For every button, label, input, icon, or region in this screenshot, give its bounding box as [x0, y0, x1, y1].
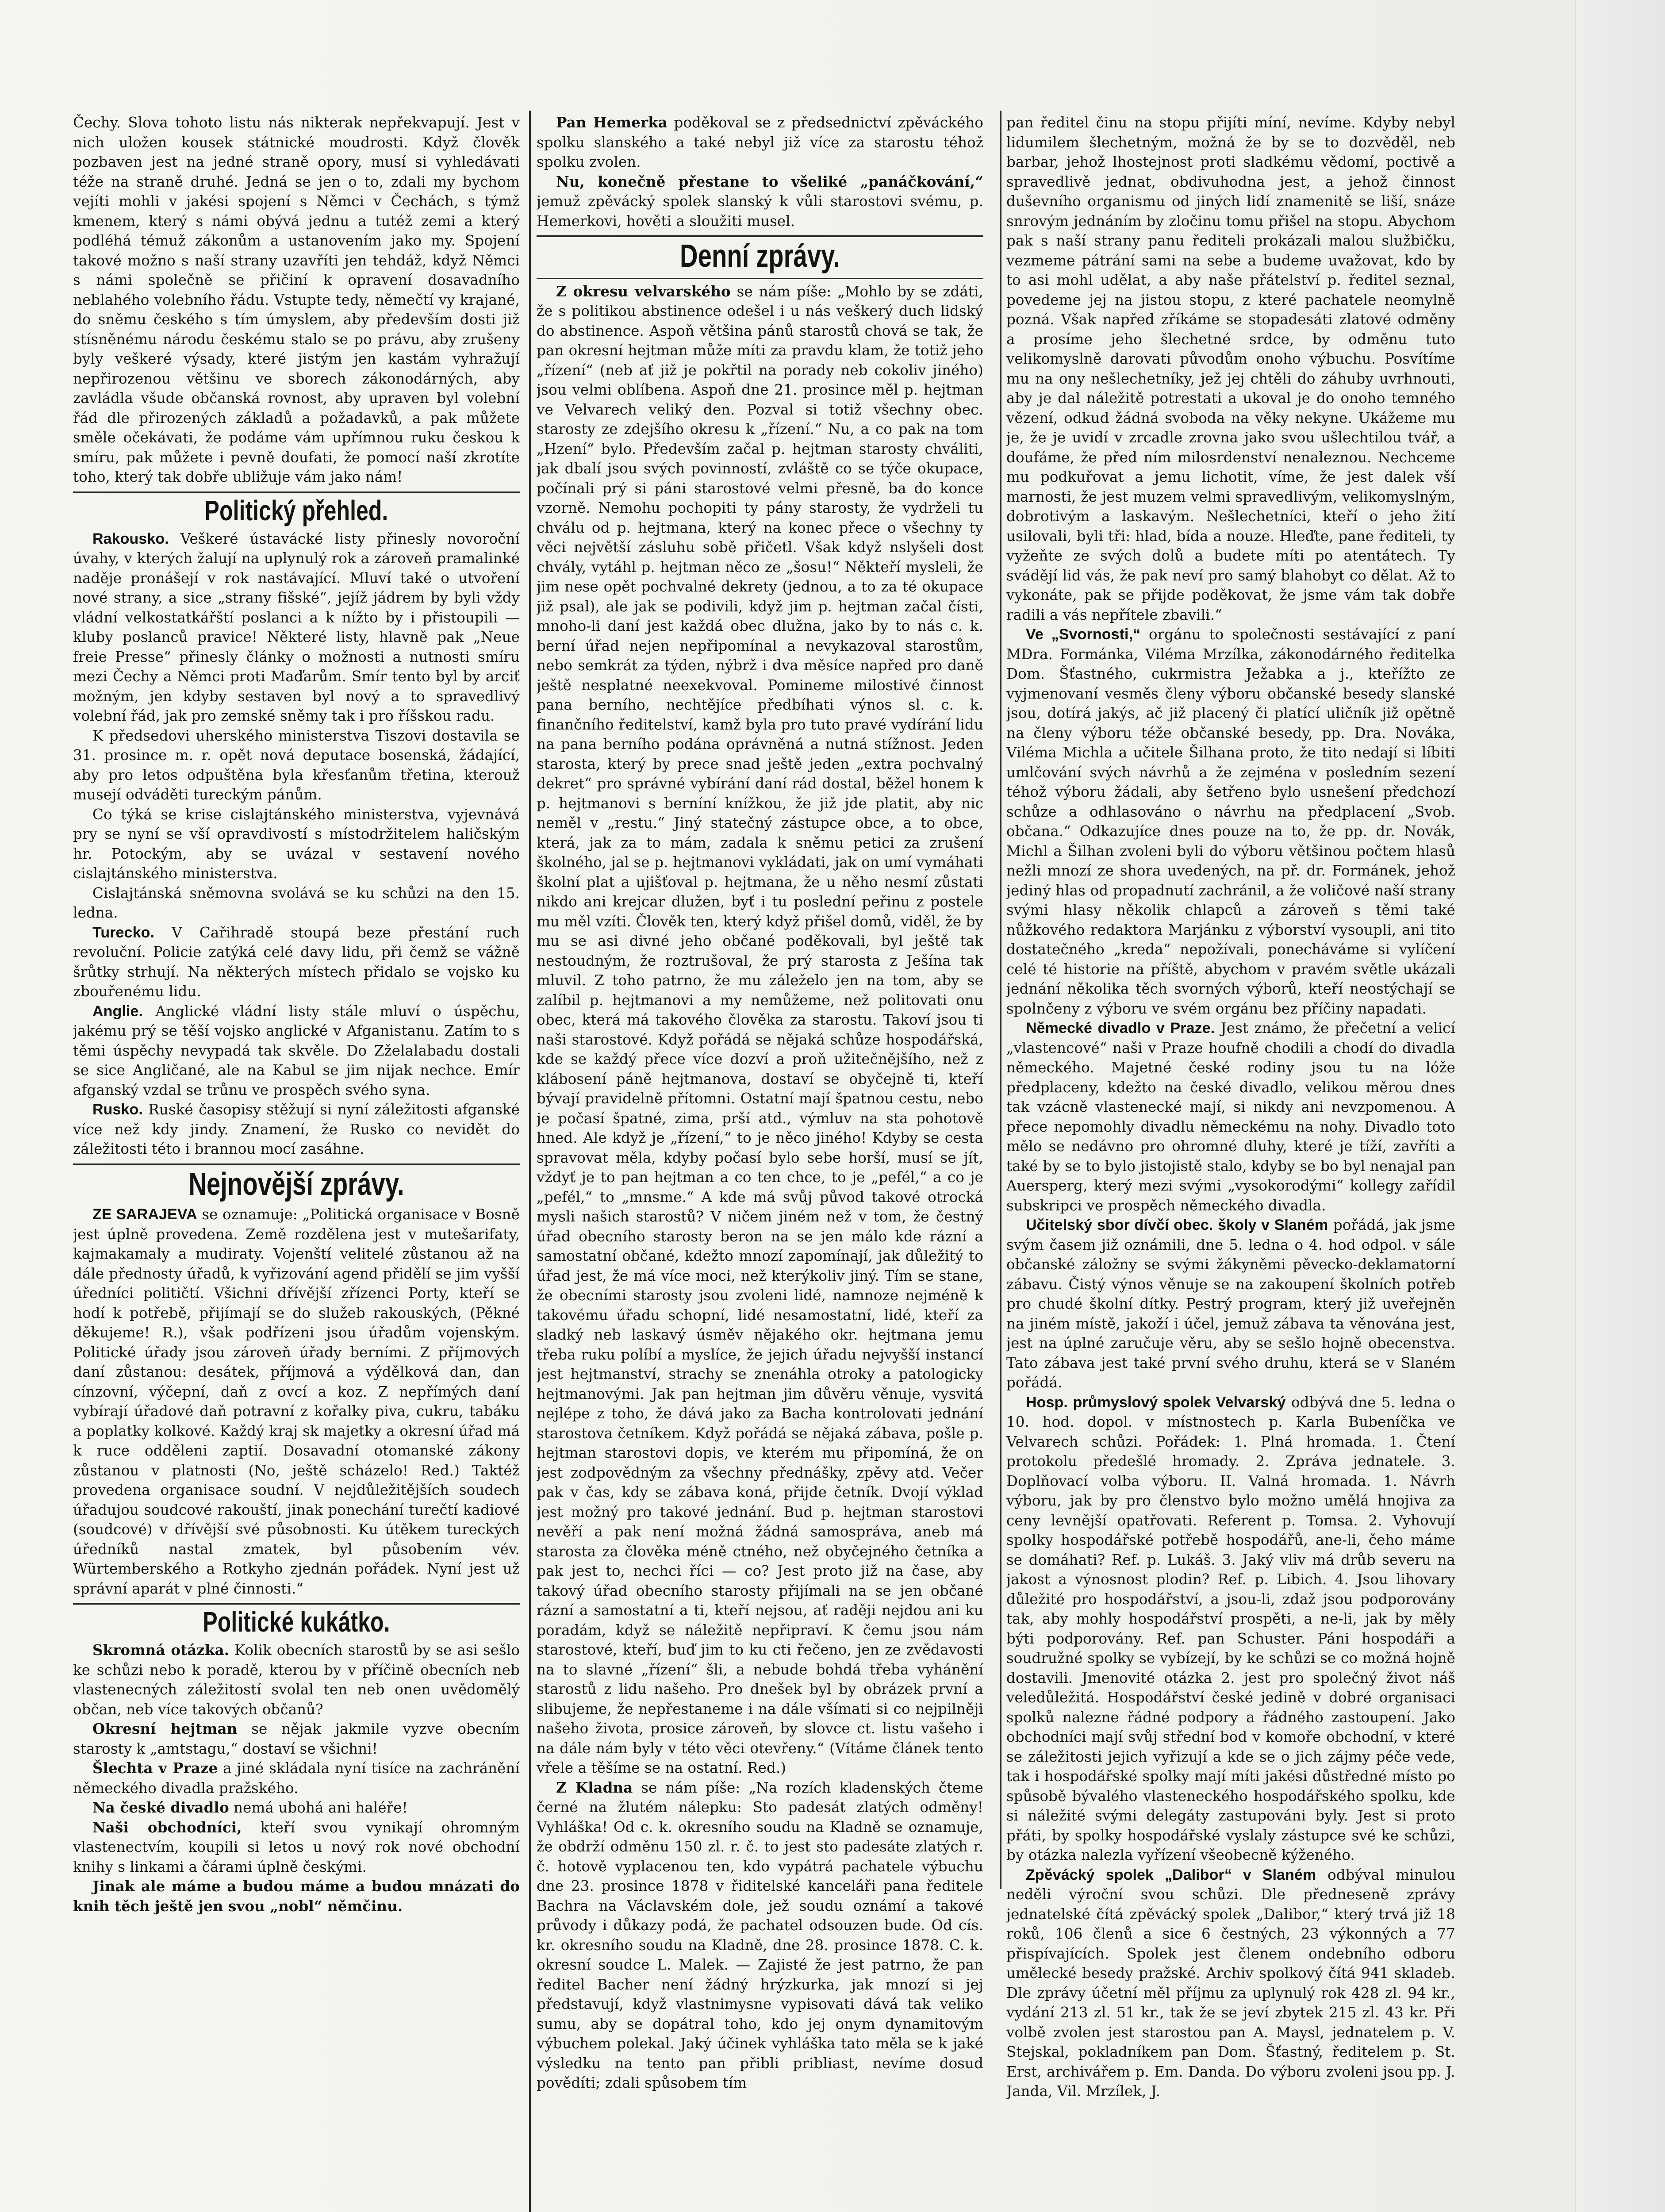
section-heading: Denní zprávy.	[679, 238, 840, 274]
news-item: Nu, konečně přestane to všeliké „panáčkování,“ jemuž zpěvácký spolek slanský k vůli starostovi svému, p. Hemerkovi, hověti a sloužiti musel.	[537, 173, 983, 230]
item-lead: Turecko.	[92, 924, 154, 941]
section-rule	[73, 1164, 520, 1165]
item-lead: ZE SARAJEVA	[92, 1206, 197, 1223]
column-rule	[529, 111, 531, 2212]
column-right	[1006, 113, 1455, 2212]
page-margin	[1575, 0, 1665, 2212]
section-rule	[537, 235, 983, 237]
item-lead: Hosp. průmyslový spolek Velvarský	[1026, 1394, 1286, 1411]
news-item: Německé divadlo v Praze. Jest známo, že přečetní a velicí „vlastencové“ naši v Praze houfně chodili a chodí do divadla německého. Majetné české rodiny jsou tu na lóže předplaceny, kdežto na české divadlo, velikou měrou dnes tak vzácně vlastenecké mají, si nikdy ani nevzpomenou. A přece nepomohly divadlu německému na nohy. Divadlo toto mělo se nedávno pro ohromné dluhy, které je tíží, zavříti a také by se to bylo jistojistě stalo, kdyby se bo byl nenajal pan Auersperg, který mezi svými „vysokorodými“ kollegy zařídil subskripci ve prospěch německého divadla.	[1006, 1020, 1455, 1214]
news-item: Rusko. Ruské časopisy stěžují si nyní záležitosti afganské více než kdy jindy. Znamení, že Rusko co nevidět do záležitosti této i brannou mocí zasáhne.	[73, 1101, 520, 1158]
news-item: K předsedovi uherského ministerstva Tiszovi dostavila se 31. prosince m. r. opět nová deputace bosenská, žádající, aby pro letos odpuštěna byla křesťanům třetina, kterouž musejí odváděti tureckým pánům.	[73, 727, 520, 803]
item-lead: Rusko.	[92, 1101, 143, 1118]
column-middle	[537, 113, 983, 2212]
news-item: Z Kladna se nám píše: „Na rozích kladenských čteme černé na žlutém nálepku: Sto padesát zlatých odměny! Vyhláška! Od c. k. okresního soudu na Kladně se oznamuje, že obdrží odměnu 150 zl. r. č. to jest sto padesáte zlatých r. č. hotově vyplacenou ten, kdo vypátrá pachatele výbuchu dne 23. prosince 1878 v řiditelské kanceláři pana ředitele Bachra na Václavském dole, jež soudu oznámí a takové průvody i důkazy podá, že pachatel odsouzen bude. Od cís. kr. okresního soudu na Kladně, dne 28. prosince 1878. C. k. okresní soudce L. Malek. — Zajisté že jest patrno, že pan ředitel Bacher není žádný hrýzkurka, jak mnozí si jej představují, když vlastnimysne vypisovati dává tak veliko sumu, aby se dopátral toho, kdo jej onym dynamitovým výbuchem polekal. Jaký účinek vyhláška tato měla se k jaké výsledku na tento pan přibli pribliast, nevíme dosud povědíti; zdali spůsobem tím	[537, 1778, 983, 2092]
news-item: Z okresu velvarského se nám píše: „Mohlo by se zdáti, že s politikou abstinence odešel i u nás veškerý duch lidský do abstinence. Aspoň většina pánů starostů chová se tak, že pan okresní hejtman může míti za pravdu klam, že totiž jeho „řízení“ (neb ať již je pokřtil na porady neb cokoliv jiného) jsou velmi oblíbena. Aspoň dne 21. prosince měl p. hejtman ve Velvarech veliký den. Pozval si totiž všechny obec. starosty ze zdejšího okresu k „řízení.“ Nu, a co pak na tom „Hzení“ bylo. Především začal p. hejtman starosty chváliti, jak dbalí jsou svých povinností, zvláště co se týče okupace, počínali prý si páni starostové velmi přesně, ba do konce vzorně. Nemohu pochopiti ty pány starosty, že vydrželi tu chválu od p. hejtmana, který na konec přece o všechny ty věci největší zásluhu sobě přičetl. Však když nslyšeli dost chvály, vytáhl p. hejtman něco ze „šosu!“ Někteří mysleli, že jim nese opět pochvalné dekrety (jednou, a to za té okupace již psal), ale jak se podivili, když jim p. hejtman začal čísti, mnoho-li daní jest každá obec dlužna, jako by to nás c. k. berní úřad nejen nepřipomínal a nevykazoval starostům, nebo semkrát za týden, nýbrž i dva měsíce napřed pro daně ještě nesplatné neexekvoval. Pomineme milostivé činnost pana berního, nechtějíce předbíhati výnos sl. c. k. finančního ředitelství, kamž byla pro tuto pravé vydírání lidu na pana berního podána oprávněná a nutná stížnost. Jeden starosta, který by prece snad ještě jeden „extra pochvalný dekret“ pro správné vybírání daní rád dostal, běžel honem k p. hejtmanovi s berníní knížkou, že již jde platit, aby nic neměl v „restu.“ Jiný statečný zástupce obce, a to obce, která, jak za to mám, zadala k sněmu petici za zrušení školného, jal se p. hejtmanovi vykládati, jak on umí vymáhati školní plat a ujišťoval p. hejtmana, že u něho nesmí zůstati nikdo ani krejcar dlužen, byť i tu poslední peřinu z postele mu měl vzíti. Člověk ten, který když přišel domů, viděl, že by mu se asi divné jeho občané poděkovali, byl ještě tak nestoudným, že roztrušoval, že prý starosta z Ješína tak mluvil. Z toho patrno, že mu záleželo jen na tom, aby se zalíbil p. hejtmanovi a my nemůžeme, než politovati onu obec, která má takového člověka za starostu. Takoví jsou ti naši starostové. Když pořádá se nějaká schůze hospodářská, kde se každý přece více dozví a proň užitečnějšího, než z klábosení páně hejtmanova, dostaví se obyčejně ti, kteří bývají pravidelně přítomni. Ostatní mají špatnou cestu, nebo je počasí špatné, zima, prší atd., výmluv na sta pohotově hned. Ale když je „řízení,“ to je něco jiného! Kdyby se cesta spravovat měla, kdyby počasí bylo sebe horší, musí se jít, vždyť je to pan hejtman a co ten chce, to je „pefél,“ a co je „pefél,“ to „mnsme.“ A kde má svůj původ takové otrocká mysli našich starostů? V ničem jiném než v tom, že čestný úřad obecního starosty beron na se jen málo kde rázní a samostatní občané, kdežto mnozí zapomínají, jak důležitý to úřad jest, že má více moci, než kterýkoliv jiný. Tím se stane, že obecními starosty jsou zvoleni lidé, namnoze nejméně k takovému úřadu schopní, lidé nesamostatní, lidé, kteří za sladký neb laskavý úsměv nějakého okr. hejtmana jemu třeba ruku políbí a myslíce, že jejich úřadu nejvyšší instancí jest hejtmanství, strachy se znenáhla otroky a patologicky hejtmanovými. Jak pan hejtman jim důvěru věnuje, vysvitá nejlépe z toho, že dává jako za Bacha kontrolovati jednání starostova četníkem. Když pořádá se nějaká zábava, pošle p. hejtman starostovi dopis, ve kterém mu připomíná, že on jest zodpovědným za všechny přednášky, zpěvy atd. Večer pak v čas, kdy se zábava koná, přijde četník. Dvojí výklad jest možný pro takové jednání. Bud p. hejtman starostovi nevěří a pak není možná žádná samospráva, aneb má starosta za člověka méně ctného, než obyčejného četníka a pak jest to, nechci říci — co? Jest proto již na čase, aby takový úřad obecního starosty přijímali na se jen občané rázní a samostatní a ti, kteří nejsou, ať raději nejdou ani ku poradám, když se náležitě nepřipraví. K čemu jsou nám starostové, kteří, buď jim to ku cti řečeno, jen ze zvědavosti na to slavné „řízení“ šli, a nebude bohdá třeba vyhánění starostů z lidu našeho. Pro dnešek byl by obrázek první a slibujeme, že nepřestaneme i na dále všímati si co nejpilněji našeho života, prosice zároveň, by slovce ct. listu vašeho i na dále nám byly v této věci otevřeny.“ (Vítáme článek tento vřele a těšíme se na ostatní. Red.)	[537, 282, 983, 1777]
news-item: ZE SARAJEVA se oznamuje: „Politická organisace v Bosně jest úplně provedena. Země rozdělena jest v mutešarifaty, kajmakamaly a mudiraty. Vojenští velitelé zůstanou až na dále přednosty úřadů, k vyřizování agend přidělí se jim vyšší úředníci političtí. Všichni dřívější zřízenci Porty, kteří se hodí k potřebě, přijímají se do služeb rakouských, (Pěkné děkujeme! R.), však podřízeni jsou úřadům vojenským. Politické úřady jsou zároveň úřady berními. Z příjmových daní zůstanou: desátek, příjmová a výdělková dan, dan cínzovní, výčepní, daň z ovcí a koz. Z nepřímých daní vybírají úřadové daň potravní z kořalky piva, cukru, tabáku a poplatky kolkové. Každý kraj sk majetky a okresní úřad má k ruce odděleni zaptií. Dosavadní otomanské zákony zůstanou v platnosti (No, ještě scházelo! Red.) Taktéž provedena organisace soudní. V nejdůležitějších soudech úřadujou soudcové rakouští, jinak ponechání turečtí kadiové (soudcové) v dřívější své působnosti. Ku útěkem tureckých úředníků nastal zmatek, byl působením vév. Würtemberského a Rotkyho zjednán pořádek. Nyní jest už správní aparát v plné činnosti.“	[73, 1206, 520, 1597]
item-lead: Německé divadlo v Praze.	[1026, 1020, 1215, 1037]
news-item: Šlechta v Praze a jiné skládala nyní tisíce na zachránění německého divadla pražského.	[73, 1759, 520, 1797]
column-left	[73, 113, 520, 2212]
item-lead: Okresní hejtman	[92, 1720, 238, 1738]
item-lead: Pan Hemerka	[556, 114, 668, 131]
section-rule	[73, 1603, 520, 1605]
item-lead: Rakousko.	[92, 530, 169, 547]
section-heading: Politické kukátko.	[203, 1606, 390, 1638]
article-continuation: pan ředitel činu na stopu přijíti míní, nevíme. Kdyby nebyl lidumilem šlechetným, možná že by se to dozvěděl, neb barbar, jehož lhostejnost proti sladkému vědomí, poctivě a spravedlivě jednat, obdivuhodna jest, a jehož činnost duševního organismu od jiných lidí znamenitě se liší, snáze snrovým jednáním by zločinu tomu přišel na stopu. Abychom pak s naší strany panu řediteli prokázali malou službičku, vezmeme pátrání sami na sebe a budeme uvažovat, kdo by to asi mohl udělat, a aby naše přátelství p. ředitel seznal, povedeme jej na jistou stopu, z které pachatele neomylně pozná. Však napřed zříkáme se stopadesáti zlatové odměny a prosíme jeho šlechetné srdce, by odměnu tuto velikomyslně darovati původům onoho výbuchu. Posvítíme mu na ony nešlechetníky, jež jej chtěli do záhuby uvrhnouti, aby je dal náležitě potrestati a ukoval je do onoho temného vězení, odkud žádná svoboda na věky nekyne. Ukážeme mu je, že je uvidí v zrcadle zrovna jako svou ušlechtilou tvář, a doufáme, že před ním milosrdenství nenaleznou. Nechceme mu podkuřovat a jemu lichotit, víme, že jest dalek vší marnosti, že jest muzem velmi spravedlivým, velikomyslným, dobrotivým a laskavým. Nešlechetníci, kteří o jeho žití usilovali, byli tři: hlad, bída a nouze. Hleďte, pane řediteli, ty vyžeňte ze svých dolů a budete míti po atentátech. Ty svádějí lid vás, že pak neví pro samý blahobyt co dělat. Až to vykonáte, pak se přijde poděkovat, že jsme vám tak dobře radili a vás nepřítele zbavili.“	[1006, 114, 1455, 623]
news-item: Rakousko. Veškeré ústavácké listy přinesly novoroční úvahy, v kterých žalují na uplynulý rok a zároveň pramalinké naděje pronášejí v rok nastávající. Mluví také o utvoření nové strany, a sice „strany fišské“, jejíž jádrem by byli vždy vládní velkostatkářští poslanci a k nížto by i přistoupili — kluby poslanců pravice! Některé listy, hlavně pak „Neue freie Presse“ přinesly články o možnosti a nutnosti smíru mezi Čechy a Němci proti Maďarům. Smír tento byl by arciť možným, jen kdyby sestaven byl nový a to spravedlivý volební řád, jak pro zemské sněmy tak i pro říšskou radu.	[73, 530, 520, 725]
item-lead: Zpěvácký spolek „Dalibor“ v Slaném	[1026, 1866, 1316, 1883]
item-lead: Skromná otázka.	[92, 1641, 230, 1659]
item-lead: Na české divadlo	[92, 1799, 229, 1816]
item-lead: Anglie.	[92, 1002, 143, 1020]
news-item: Skromná otázka. Kolik obecních starostů by se asi sešlo ke schůzi nebo k poradě, kterou by v příčině obecních neb vlastenecných záležitostí svolal ten neb onen uvědomělý občan, neb více takových občanů?	[73, 1641, 520, 1718]
news-item: Turecko. V Cařihradě stoupá beze přestání ruch revoluční. Policie zatýká celé davy lidu, při čemž se vážně šrůtky strhují. Na některých místech přidalo se vojsko ku zbouřenému lidu.	[73, 924, 520, 1000]
news-item: Pan Hemerka poděkoval se z předsednictví zpěváckého spolku slanského a také nebyl již více za starostu téhož spolku zvolen.	[537, 114, 983, 170]
item-lead: Nu, konečně přestane to všeliké „panáčkování,“	[556, 173, 983, 190]
news-item: Anglie. Anglické vládní listy stále mluví o úspěchu, jakému prý se těší vojsko anglické v Afganistanu. Zatím to s těmi úspěchy nevypadá tak skvěle. Do Zželalabadu dostali se sice Angličané, ale na Kabul se jim nijak nechce. Emír afganský vzdal se trůnu ve prospěch svého syna.	[73, 1002, 520, 1098]
section-rule	[73, 492, 520, 493]
news-item: Hosp. průmyslový spolek Velvarský odbývá dne 5. ledna o 10. hod. dopol. v místnostech p. Karla Bubeníčka ve Velvarech schůzi. Pořádek: 1. Plná hromada. 1. Čtení protokolu předešlé hromady. 2. Zpráva jednatele. 3. Doplňovací volba výboru. II. Valná hromada. 1. Návrh výboru, jak by pro členstvo bylo možno umělá hnojiva za ceny levnější opatřovati. Referent p. Tomsa. 2. Vyhovují spolky hospodářské potřebě hospodářů, ane-li, čeho máme se domáhati? Ref. p. Lukáš. 3. Jaký vliv má drůb severu na jakost a výnosnost plodin? Ref. p. Libich. 4. Jsou lihovary důležité pro hospodářství, a jsou-li, zdaž jsou podporovány tak, aby mohly hospodářství prospěti, a ne-li, jak by měly býti podporovány. Ref. pan Schuster. Páni hospodáři a soudružné spolky se vybízejí, by ke schůzi se co možná hojně dostavili. Jmenovité otázka 2. jest pro společný život náš veledůležitá. Hospodářství české jedině v dobré organisaci spolků nalezne řádné podpory a řádného zastoupení. Jako obchodníci mají svůj střední bod v komoře obchodní, v které se záležitosti jejich vyřizují a kde se o jich zájmy péče vede, tak i hospodářské spolky mají míti jakési důstředné místo po spůsobě bývalého vlasteneckého hospodářského spolku, kde si náležité svými delegáty zastupováni byly. Jest si proto přáti, by spolky hospodářské vyslaly zástupce své ke schůzi, by otázka nalezla vyřízení všeobecně kýženého.	[1006, 1394, 1455, 1863]
news-item: Zpěvácký spolek „Dalibor“ v Slaném odbýval minulou neděli výroční svou schůzi. Dle předneseně zprávy jednatelské čítá zpěvácký spolek „Dalibor,“ který trvá již 18 roků, 106 členů a sice 6 čestných, 23 výkonných a 77 přispívajících. Spolek jest členem ondebního odboru umělecké besedy pražské. Archiv spolkový čítá 941 skladeb. Dle zprávy účetní měl příjmu za uplynulý rok 428 zl. 94 kr., vydání 213 zl. 51 kr., tak že se jeví zbytek 215 zl. 43 kr. Při volbě zvolen jest starostou pan A. Maysl, jednatelem p. V. Stejskal, pokladníkem pan Dom. Šťastný, ředitelem p. St. Erst, archivářem p. Em. Danda. Do výboru zvoleni jsou pp. J. Janda, Vil. Mrzílek, J.	[1006, 1866, 1455, 2100]
news-item: Co týká se krise cislajtánského ministerstva, vyjevnává pry se nyní se vší opravdivostí s místodržitelem haličským hr. Potockým, aby se uvázal v sestavení nového cislajtánského ministerstva.	[73, 806, 520, 882]
news-item: Okresní hejtman se nějak jakmile vyzve obecním starosty k „amtstagu,“ dostaví se všichni!	[73, 1720, 520, 1757]
item-lead: Z Kladna	[556, 1778, 633, 1796]
section-heading: Nejnovější zprávy.	[188, 1166, 404, 1202]
item-lead: Ve „Svornosti,“	[1026, 626, 1141, 643]
news-item: Učitelský sbor dívčí obec. školy v Slaném pořádá, jak jsme svým časem již oznámili, dne 5. ledna o 4. hod odpol. v sále občanské záložny se svými žákyněmi pěvecko-deklamatorní zábavu. Čistý výnos věnuje se na zakoupení školních potřeb pro chudé školní dítky. Pestrý program, který již uveřejněn na jiném místě, jakoží i účel, jemuž zábava ta věnována jest, jest na úplné zaručuje věru, aby se sešlo hojně obecenstva. Tato zábava jest také první svého druhu, která se v Slaném pořádá.	[1006, 1217, 1455, 1391]
news-item: Na české divadlo nemá ubohá ani haléře!	[92, 1799, 408, 1816]
item-lead: Z okresu velvarského	[556, 282, 731, 300]
column-rule	[1000, 111, 1001, 1889]
section-rule	[537, 278, 983, 279]
article-continuation: Čechy. Slova tohoto listu nás nikterak nepřekvapují. Jest v nich uložen kousek státnické moudrosti. Když člověk pozbaven jest na jedné straně opory, musí si vyhledávati téže na straně druhé. Jedná se jen o to, zdali my bychom vejíti mohli v jakési spojení s Němci v Čechách, s týmž kmenem, který s námi obývá jednu a tutéž zemi a který podléhá témuž zákonům a ustanovením jako my. Spojení takové možno s naší strany uzavříti jen tehdáž, když Němci s námi společně se přičiní k opravení dosavadního neblahého volebního řádu. Vstupte tedy, němečtí vy krajané, do sněmu českého s tím úmyslem, aby především dosti již stísněnému národu českému stalo se po právu, aby zrušeny byly veškeré výsady, které jistým jen kastám vyhražují nepřirozenou většinu ve sborech zákonodárných, aby zavládla všude občanská rovnost, aby upraven byl volební řád dle přirozených základů a požadavků, a pak můžete směle očekávati, že podáme vám upřímnou ruku českou k smíru, pak můžete i pevně doufati, že pomocí naší zkrotíte toho, který tak dobře ubližuje vám jako nám!	[73, 114, 520, 485]
news-item	[73, 1877, 520, 1916]
item-lead: Učitelský sbor dívčí obec. školy v Slaném	[1026, 1217, 1328, 1233]
news-item: Ve „Svornosti,“ orgánu to společnosti sestávající z paní MDra. Formánka, Viléma Mrzílka, zákonodárného ředitelka Dom. Šťastného, cukrmistra Ježabka a j., kteřížto ze vyjmenovaní vesměs členy výboru občanské besedy slanské jsou, dotírá jakýs, ač již placený či platící uličník již opětně na členy výboru téže občanské besedy, pp. Dra. Nováka, Viléma Michla a učitele Šilhana proto, že tito nedají si líbiti umlčování svých návrhů a že zejména v posledním sezení téhož výboru žádali, aby šetřeno bylo usnešení předchozí schůze a odhlasováno o návrhu na předplacení „Svob. občana.“ Odkazujíce dnes pouze na to, že pp. dr. Novák, Michl a Šilhan zvoleni byli do výboru většinou počtem hlasů nežli mnozí ze shora uvedených, na př. dr. Formánek, jehož jediný hlas od propadnutí zachránil, a že voličové naší strany svými hlasy několik chlapců a zároveň s těmi také nůžkového redaktora Marjánku z výborství vysoupli, ani tito dostatečného „kreda“ nepožívali, ponecháváme si vylíčení celé té historie na příště, abychom v pravém světle ukázali jednání několika těch svorných výborů, kteří neostýchají se spolnčeny z výboru ve svém orgánu bez příčiny napadati.	[1006, 626, 1455, 1017]
item-lead: Jinak ale máme a budou máme a budou mnázati do knih těch ještě jen svou „nobl“ němčinu.	[73, 1878, 520, 1915]
item-lead: Naši obchodníci,	[92, 1818, 242, 1836]
news-item: Cislajtánská sněmovna svolává se ku schůzi na den 15. ledna.	[73, 884, 520, 922]
section-heading: Politický přehled.	[204, 494, 388, 526]
news-item: Naši obchodníci, kteří svou vynikají ohromným vlastenectvím, koupili si letos u nový rok nové obchodní knihy s linkami a čárami úplně českými.	[73, 1818, 520, 1875]
item-lead: Šlechta v Praze	[92, 1759, 218, 1777]
